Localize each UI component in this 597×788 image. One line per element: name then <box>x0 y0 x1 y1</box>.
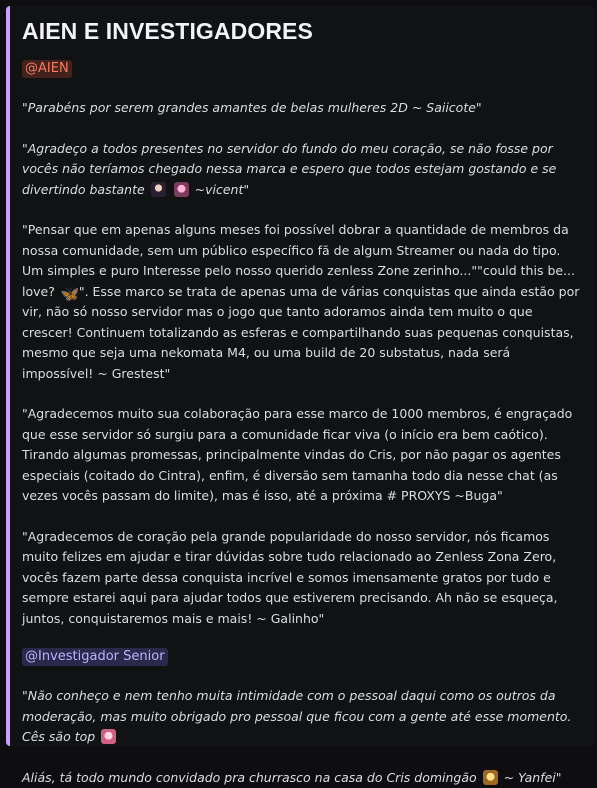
custom-emoji-gold-icon <box>483 770 498 785</box>
message-grestest-text-b: ". Esse marco se trata de apenas uma de várias conquistas que ainda estão por vir, não só nosso servidor mas o jogo que tanto adoramos ainda tem muito o que crescer! Continuem totalizando as esferas e compartilhando suas pequenas conquistas, mesmo que seja uma nekomata M4, ou uma build de 20 substatus, nada será impossível! ~ Grestest" <box>22 284 579 381</box>
message-vicent-signature: ~vicent" <box>195 182 249 197</box>
message-buga: "Agradecemos muito sua colaboração para esse marco de 1000 membros, é engraçado que esse servidor só surgiu para a comunidade ficar viva (o início era bem caótico). Tirando algumas promessas, principalmente vindas do Cris, por não pagar os agentes especiais (coitado do Cintra), enfim, é diversão sem tamanha todo dia nesse chat (as vezes vocês passam do limite), mas é isso, até a próxima # PROXYS ~Buga" <box>22 404 583 507</box>
message-vicent <box>22 139 583 201</box>
message-grestest <box>22 220 583 384</box>
embed-title: AIEN E INVESTIGADORES <box>22 18 583 45</box>
custom-emoji-pink-icon <box>101 729 116 744</box>
embed-card <box>6 6 595 746</box>
message-yanfei-1 <box>22 686 583 748</box>
message-vicent-text: "Agradeço a todos presentes no servidor do fundo do meu coração, se não fosse por vocês não teríamos chegado nessa marca e espero que todos estejam gostando e se divertindo bastante <box>22 141 556 197</box>
mention-investigador-senior[interactable]: @Investigador Senior <box>22 648 168 666</box>
message-yanfei-2-text: Aliás, tá todo mundo convidado pra churrasco na casa do Cris domingão <box>22 770 477 785</box>
butterfly-icon: 🦋 <box>61 287 77 302</box>
message-galinho: "Agradecemos de coração pela grande popularidade do nosso servidor, nós ficamos muito felizes em ajudar e tirar dúvidas sobre tudo relacionado ao Zenless Zona Zero, vocês fazem parte dessa conquista incrível e somos imensamente gratos por tudo e sempre estarei aqui para ajudar todos que estiverem precisando. Ah não se esqueça, juntos, conquistaremos mais e mais! ~ Galinho" <box>22 527 583 630</box>
message-yanfei-2 <box>22 768 583 788</box>
message-yanfei-2-signature: ~ Yanfei" <box>504 770 562 785</box>
custom-emoji-girl-icon <box>151 182 166 197</box>
message-saiicote: "Parabéns por serem grandes amantes de belas mulheres 2D ~ Saiicote" <box>22 98 583 119</box>
message-yanfei-1-text: "Não conheço e nem tenho muita intimidade com o pessoal daqui como os outros da moderação, mas muito obrigado pro pessoal que ficou com a gente até esse momento. Cês são top <box>22 688 571 744</box>
message-grestest-text-a: "Pensar que em apenas alguns meses foi possível dobrar a quantidade de membros da nossa comunidade, sem um público específico fã de algum Streamer ou nada do tipo. Um simples e puro Interesse pelo nosso querido zenless Zone zerinho...""could this be... love? <box>22 222 575 299</box>
mention-aien[interactable]: @AIEN <box>22 60 72 78</box>
custom-emoji-cat-icon <box>174 182 189 197</box>
